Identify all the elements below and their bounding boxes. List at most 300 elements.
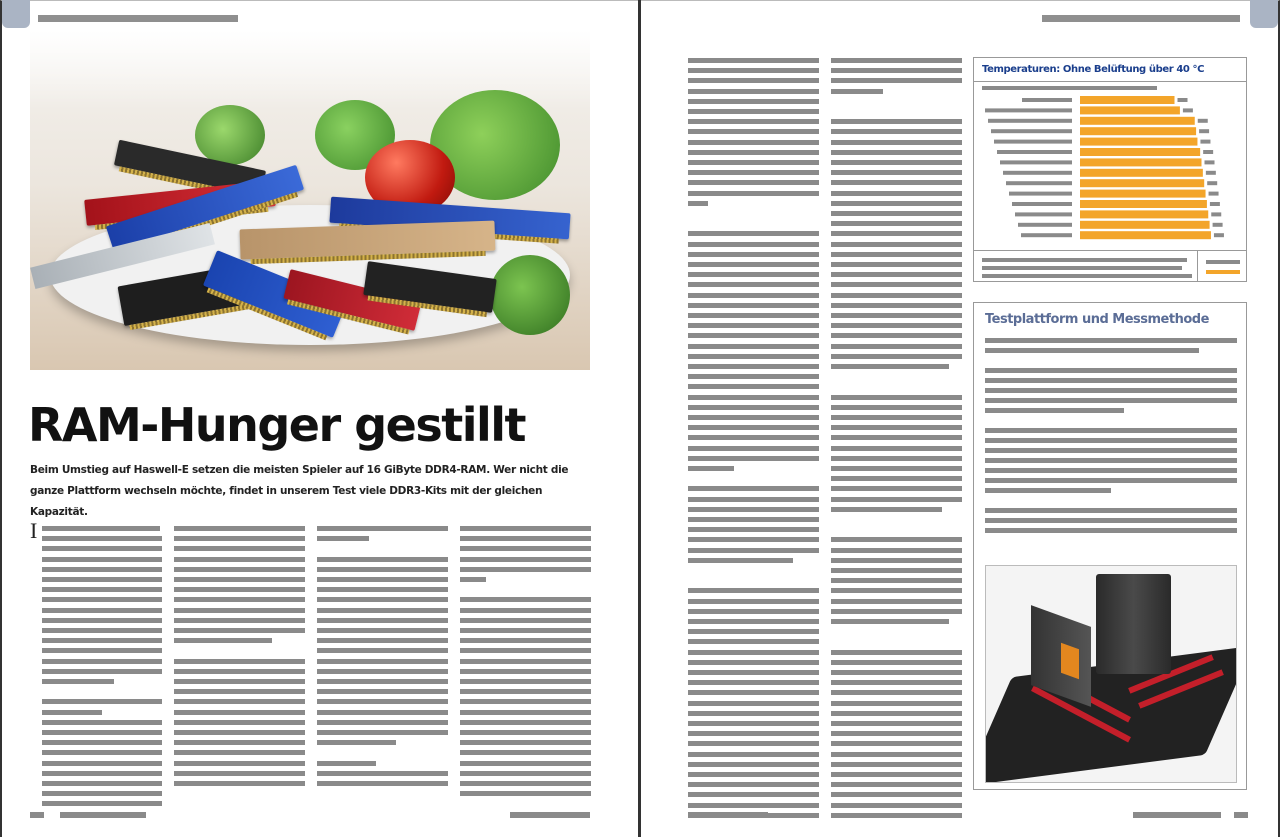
text-line bbox=[688, 701, 819, 706]
text-line bbox=[42, 720, 162, 725]
text-line bbox=[42, 557, 162, 562]
chart-bar-label bbox=[1015, 212, 1072, 216]
text-line bbox=[688, 282, 819, 287]
text-line bbox=[317, 710, 448, 715]
text-line bbox=[688, 690, 819, 695]
text-line bbox=[831, 792, 962, 797]
chart-bar-value bbox=[1210, 202, 1220, 206]
left-running-header bbox=[38, 15, 238, 22]
text-line bbox=[831, 140, 962, 145]
text-line bbox=[985, 488, 1111, 493]
text-line bbox=[831, 405, 962, 410]
chart-bar bbox=[1080, 169, 1203, 177]
text-line bbox=[317, 526, 448, 531]
text-line bbox=[688, 313, 819, 318]
text-line bbox=[174, 781, 305, 786]
text-line bbox=[985, 518, 1237, 523]
text-line bbox=[985, 378, 1237, 383]
chart-bar-value bbox=[1178, 98, 1188, 102]
text-line bbox=[688, 405, 819, 410]
text-line bbox=[985, 528, 1237, 533]
text-line bbox=[688, 333, 819, 338]
text-line bbox=[42, 791, 162, 796]
chart-bar bbox=[1080, 200, 1207, 208]
text-line bbox=[688, 466, 734, 471]
chart-bar-label bbox=[1012, 202, 1072, 206]
chart-bar bbox=[1080, 158, 1202, 166]
text-line bbox=[317, 679, 448, 684]
parsley-sprig bbox=[490, 255, 570, 335]
text-line bbox=[985, 408, 1124, 413]
text-line bbox=[317, 771, 448, 776]
text-line bbox=[317, 587, 448, 592]
text-line bbox=[460, 608, 591, 613]
text-line bbox=[174, 587, 305, 592]
text-line bbox=[985, 438, 1237, 443]
text-line bbox=[688, 588, 819, 593]
right-page-number bbox=[1234, 812, 1248, 818]
text-line bbox=[831, 435, 962, 440]
text-line bbox=[688, 303, 819, 308]
text-line bbox=[688, 99, 819, 104]
text-line bbox=[460, 771, 591, 776]
text-line bbox=[460, 761, 591, 766]
text-line bbox=[985, 508, 1237, 513]
text-line bbox=[688, 619, 819, 624]
text-line bbox=[688, 354, 819, 359]
chart-bar bbox=[1080, 179, 1204, 187]
chart-bar-value bbox=[1207, 181, 1217, 185]
text-line bbox=[688, 721, 819, 726]
text-line bbox=[688, 89, 819, 94]
text-line bbox=[831, 89, 883, 94]
text-line bbox=[831, 344, 962, 349]
text-line bbox=[688, 68, 819, 73]
chart-bar bbox=[1080, 231, 1211, 239]
chart-bar bbox=[1080, 190, 1206, 198]
text-line bbox=[688, 670, 819, 675]
text-line bbox=[42, 628, 162, 633]
text-line bbox=[460, 699, 591, 704]
text-line bbox=[460, 781, 591, 786]
text-line bbox=[831, 354, 962, 359]
text-line bbox=[831, 211, 962, 216]
text-line bbox=[831, 58, 962, 63]
text-line bbox=[174, 679, 305, 684]
text-line bbox=[831, 772, 962, 777]
text-line bbox=[831, 272, 962, 277]
chart-plot bbox=[974, 82, 1248, 252]
text-line bbox=[317, 781, 448, 786]
cucumber bbox=[195, 105, 265, 165]
text-line bbox=[831, 129, 962, 134]
text-line bbox=[688, 374, 819, 379]
text-line bbox=[831, 313, 962, 318]
chart-bar-value bbox=[1200, 140, 1210, 144]
text-line bbox=[831, 221, 962, 226]
text-line bbox=[688, 344, 819, 349]
text-line bbox=[317, 618, 448, 623]
text-line bbox=[831, 68, 962, 73]
text-line bbox=[688, 772, 819, 777]
text-line bbox=[688, 537, 819, 542]
chart-bar-label bbox=[991, 129, 1072, 133]
chart-bar-value bbox=[1203, 150, 1213, 154]
text-line bbox=[831, 568, 962, 573]
text-line bbox=[688, 262, 819, 267]
text-line bbox=[688, 395, 819, 400]
text-line bbox=[831, 180, 962, 185]
chart-legend-label bbox=[1206, 260, 1240, 264]
text-line bbox=[831, 119, 962, 124]
text-line bbox=[317, 740, 396, 745]
article-headline: RAM-Hunger gestillt bbox=[28, 398, 525, 452]
text-line bbox=[460, 740, 591, 745]
text-line bbox=[42, 710, 102, 715]
text-line bbox=[174, 689, 305, 694]
cpu-cooler bbox=[1096, 574, 1171, 674]
chart-bar-label bbox=[997, 150, 1072, 154]
chart-bar-label bbox=[1006, 181, 1072, 185]
text-line bbox=[688, 435, 819, 440]
text-line bbox=[688, 486, 819, 491]
chart-legend-text-line bbox=[982, 266, 1182, 270]
text-line bbox=[42, 761, 162, 766]
text-line bbox=[688, 109, 819, 114]
text-line bbox=[42, 740, 162, 745]
text-line bbox=[831, 578, 962, 583]
chart-bar-value bbox=[1206, 171, 1216, 175]
text-line bbox=[688, 507, 819, 512]
text-line bbox=[317, 730, 448, 735]
chart-legend-text-line bbox=[982, 258, 1187, 262]
text-line bbox=[460, 618, 591, 623]
chart-bar-label bbox=[1018, 223, 1072, 227]
text-line bbox=[688, 792, 819, 797]
text-line bbox=[688, 639, 819, 644]
text-line bbox=[831, 303, 962, 308]
text-line bbox=[460, 567, 591, 572]
text-line bbox=[688, 609, 819, 614]
text-line bbox=[688, 293, 819, 298]
text-line bbox=[460, 720, 591, 725]
text-line bbox=[317, 689, 448, 694]
chart-bar bbox=[1080, 117, 1195, 125]
text-line bbox=[174, 740, 305, 745]
text-line bbox=[460, 669, 591, 674]
text-line bbox=[42, 638, 162, 643]
text-line bbox=[985, 348, 1199, 353]
text-line bbox=[317, 720, 448, 725]
text-line bbox=[688, 629, 819, 634]
text-line bbox=[174, 771, 305, 776]
test-platform-box bbox=[973, 302, 1247, 790]
text-line bbox=[174, 557, 305, 562]
text-line bbox=[831, 262, 962, 267]
text-line bbox=[831, 588, 962, 593]
text-line bbox=[688, 456, 819, 461]
text-line bbox=[42, 526, 160, 531]
text-line bbox=[831, 690, 962, 695]
text-line bbox=[460, 679, 591, 684]
chart-bar-label bbox=[1009, 192, 1072, 196]
text-line bbox=[831, 231, 962, 236]
text-line bbox=[831, 609, 962, 614]
text-line bbox=[831, 741, 962, 746]
chart-legend-rule bbox=[974, 250, 1246, 251]
text-line bbox=[460, 750, 591, 755]
text-line bbox=[831, 78, 962, 83]
text-line bbox=[688, 231, 819, 236]
text-line bbox=[688, 415, 819, 420]
text-line bbox=[688, 558, 793, 563]
text-line bbox=[174, 536, 305, 541]
text-line bbox=[317, 648, 448, 653]
text-line bbox=[688, 660, 819, 665]
text-line bbox=[688, 517, 819, 522]
text-line bbox=[831, 160, 962, 165]
chart-title: Temperaturen: Ohne Belüftung über 40 °C bbox=[982, 64, 1205, 75]
text-line bbox=[317, 567, 448, 572]
text-line bbox=[42, 750, 162, 755]
chart-bar-label bbox=[1022, 98, 1072, 102]
left-corner-tab bbox=[2, 0, 30, 28]
text-line bbox=[174, 546, 305, 551]
text-line bbox=[174, 638, 272, 643]
text-line bbox=[460, 577, 486, 582]
drop-cap: I bbox=[30, 518, 38, 543]
text-line bbox=[317, 669, 448, 674]
text-line bbox=[831, 446, 962, 451]
text-line bbox=[460, 546, 591, 551]
text-line bbox=[688, 762, 819, 767]
chart-bar bbox=[1080, 221, 1210, 229]
text-line bbox=[42, 669, 162, 674]
text-line bbox=[831, 619, 949, 624]
left-footer bbox=[60, 812, 146, 818]
text-line bbox=[688, 242, 819, 247]
text-line bbox=[174, 761, 305, 766]
chart-bar-label bbox=[994, 140, 1072, 144]
text-line bbox=[42, 587, 162, 592]
text-line bbox=[42, 536, 162, 541]
right-corner-tab bbox=[1250, 0, 1278, 28]
text-line bbox=[831, 425, 962, 430]
text-line bbox=[831, 650, 962, 655]
text-line bbox=[688, 548, 819, 553]
text-line bbox=[831, 415, 962, 420]
text-line bbox=[831, 537, 962, 542]
text-line bbox=[42, 679, 114, 684]
text-line bbox=[688, 129, 819, 134]
text-line bbox=[688, 680, 819, 685]
text-line bbox=[42, 618, 162, 623]
text-line bbox=[460, 689, 591, 694]
text-line bbox=[460, 526, 591, 531]
chart-bar bbox=[1080, 127, 1196, 135]
text-line bbox=[688, 150, 819, 155]
text-line bbox=[688, 78, 819, 83]
text-line bbox=[460, 628, 591, 633]
text-line bbox=[460, 710, 591, 715]
text-line bbox=[985, 448, 1237, 453]
temperature-chart bbox=[973, 57, 1247, 282]
text-line bbox=[688, 272, 819, 277]
text-line bbox=[688, 201, 708, 206]
text-line bbox=[831, 762, 962, 767]
text-line bbox=[174, 720, 305, 725]
text-line bbox=[317, 597, 448, 602]
chart-bar-value bbox=[1214, 233, 1224, 237]
text-line bbox=[688, 180, 819, 185]
text-line bbox=[688, 803, 819, 808]
text-line bbox=[688, 425, 819, 430]
text-line bbox=[174, 699, 305, 704]
text-line bbox=[831, 660, 962, 665]
text-line bbox=[317, 577, 448, 582]
text-line bbox=[42, 546, 162, 551]
text-line bbox=[317, 659, 448, 664]
text-line bbox=[688, 741, 819, 746]
text-line bbox=[831, 242, 962, 247]
text-line bbox=[688, 170, 819, 175]
text-line bbox=[42, 699, 162, 704]
text-line bbox=[42, 648, 162, 653]
text-line bbox=[831, 803, 962, 808]
text-line bbox=[174, 577, 305, 582]
text-line bbox=[42, 801, 162, 806]
text-line bbox=[174, 618, 305, 623]
text-line bbox=[688, 384, 819, 389]
right-footer bbox=[1133, 812, 1221, 818]
text-line bbox=[831, 548, 962, 553]
right-footer-left bbox=[688, 812, 768, 818]
text-line bbox=[688, 160, 819, 165]
text-line bbox=[42, 608, 162, 613]
chart-legend-text-line bbox=[982, 274, 1192, 278]
chart-bar bbox=[1080, 138, 1197, 146]
text-line bbox=[985, 458, 1237, 463]
chart-bar-value bbox=[1213, 223, 1223, 227]
chart-bar-value bbox=[1198, 119, 1208, 123]
text-line bbox=[174, 628, 305, 633]
text-line bbox=[42, 659, 162, 664]
text-line bbox=[688, 323, 819, 328]
text-line bbox=[174, 710, 305, 715]
text-line bbox=[317, 638, 448, 643]
text-line bbox=[831, 191, 962, 196]
text-line bbox=[688, 599, 819, 604]
chart-legend-separator bbox=[1197, 250, 1198, 282]
text-line bbox=[174, 526, 305, 531]
text-line bbox=[460, 557, 591, 562]
text-line bbox=[317, 628, 448, 633]
text-line bbox=[831, 701, 962, 706]
text-line bbox=[688, 140, 819, 145]
chart-bar bbox=[1080, 148, 1200, 156]
chart-bar-value bbox=[1199, 129, 1209, 133]
text-line bbox=[688, 650, 819, 655]
text-line bbox=[460, 659, 591, 664]
text-line bbox=[985, 388, 1237, 393]
text-line bbox=[688, 191, 819, 196]
info-box-title: Testplattform und Messmethode bbox=[985, 312, 1209, 327]
chart-bar-value bbox=[1211, 212, 1221, 216]
text-line bbox=[317, 608, 448, 613]
text-line bbox=[831, 323, 962, 328]
text-line bbox=[688, 364, 819, 369]
chart-bar-value bbox=[1209, 192, 1219, 196]
text-line bbox=[174, 567, 305, 572]
text-line bbox=[831, 364, 949, 369]
text-line bbox=[831, 293, 962, 298]
text-line bbox=[831, 395, 962, 400]
text-line bbox=[831, 466, 962, 471]
text-line bbox=[174, 730, 305, 735]
text-line bbox=[831, 721, 962, 726]
text-line bbox=[831, 813, 962, 818]
chart-bar bbox=[1080, 210, 1208, 218]
chart-bar-label bbox=[985, 108, 1072, 112]
text-line bbox=[460, 597, 591, 602]
text-line bbox=[317, 536, 369, 541]
text-line bbox=[831, 752, 962, 757]
page-spine bbox=[638, 0, 641, 837]
text-line bbox=[42, 771, 162, 776]
text-line bbox=[688, 446, 819, 451]
text-line bbox=[985, 368, 1237, 373]
text-line bbox=[985, 338, 1237, 343]
text-line bbox=[174, 669, 305, 674]
text-line bbox=[831, 599, 962, 604]
text-line bbox=[42, 567, 162, 572]
text-line bbox=[831, 497, 962, 502]
text-line bbox=[317, 761, 376, 766]
article-lead: Beim Umstieg auf Haswell-E setzen die meisten Spieler auf 16 GiByte DDR4-RAM. Wer nicht die ganze Plattform wechseln möchte, findet in unserem Test viele DDR3-Kits mit der gleichen Kapazität. bbox=[30, 464, 569, 518]
text-line bbox=[831, 731, 962, 736]
text-line bbox=[831, 680, 962, 685]
text-line bbox=[688, 782, 819, 787]
text-line bbox=[688, 58, 819, 63]
text-line bbox=[317, 557, 448, 562]
chart-bar-label bbox=[1021, 233, 1072, 237]
text-line bbox=[831, 252, 962, 257]
text-line bbox=[831, 476, 962, 481]
text-line bbox=[460, 648, 591, 653]
text-line bbox=[42, 597, 162, 602]
chart-bar-label bbox=[1000, 160, 1072, 164]
left-footer-right bbox=[510, 812, 590, 818]
text-line bbox=[460, 638, 591, 643]
text-line bbox=[174, 659, 305, 664]
graphics-card-label bbox=[1061, 643, 1079, 680]
text-line bbox=[688, 119, 819, 124]
text-line bbox=[831, 333, 962, 338]
chart-bar-label bbox=[988, 119, 1072, 123]
text-line bbox=[460, 791, 591, 796]
text-line bbox=[831, 170, 962, 175]
text-line bbox=[460, 536, 591, 541]
text-line bbox=[831, 782, 962, 787]
mainboard-photo bbox=[985, 565, 1237, 783]
text-line bbox=[831, 670, 962, 675]
chart-bar-value bbox=[1183, 108, 1193, 112]
left-page-number bbox=[30, 812, 44, 818]
chart-bar-label bbox=[1003, 171, 1072, 175]
chart-bar bbox=[1080, 96, 1175, 104]
text-line bbox=[42, 577, 162, 582]
text-line bbox=[831, 486, 962, 491]
